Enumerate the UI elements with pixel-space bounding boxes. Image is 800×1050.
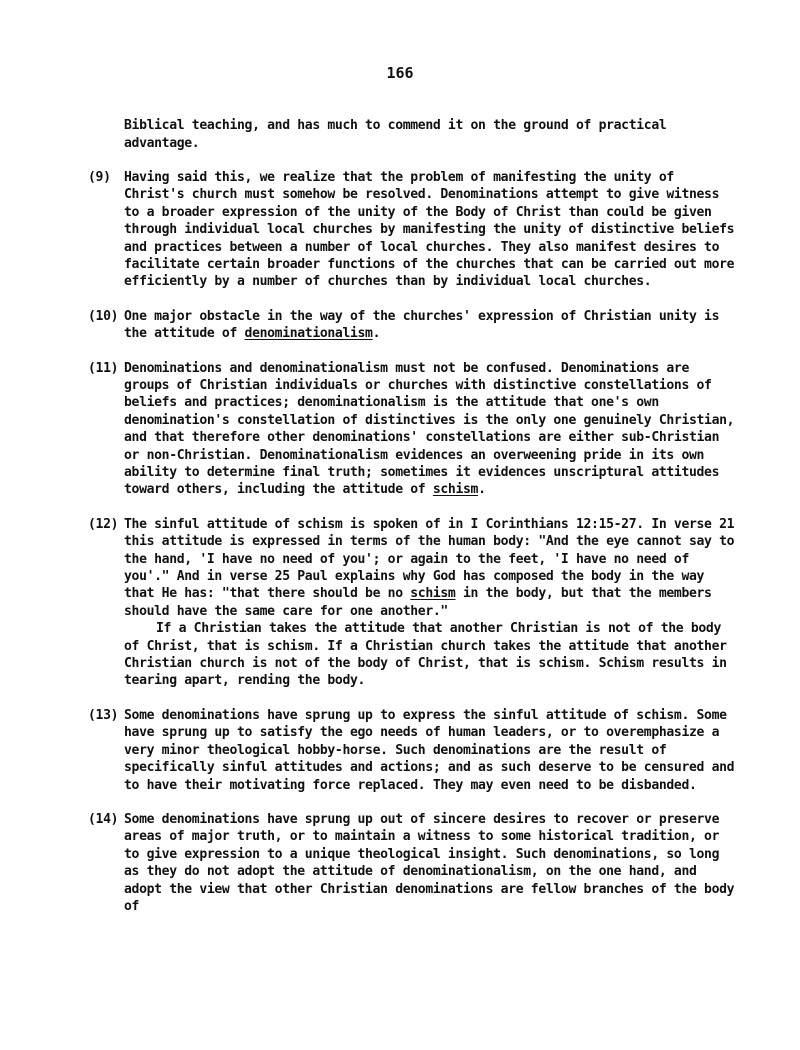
paragraph-text: Having said this, we realize that the problem of manifesting the unity of Christ's church must somehow be resolved. Denominations attempt to give witness to a broader expression of the unity of the Body of Christ than could be given through individual local churches by manifesting the unity of distinctive beliefs and practices between a number of local churches. They also manifest desires to facilitate certain broader functions of the churches that can be carried out more efficiently by a number of churches than by individual local churches. <box>124 169 735 290</box>
document-body <box>88 104 738 932</box>
underlined-term: denominationalism <box>244 326 373 342</box>
text-segment: Denominations and denominationalism must not be confused. Denominations are groups of Christian individuals or churches with distinctive constellations of beliefs and practices; denominationalism is the attitude that one's own denomination's constellation of distinctives is the only one genuinely Christian, and that therefore other denominations' constellations are either sub-Christian or non-Christian. Denominationalism evidences an overweening pride in its own ability to determine final truth; sometimes it evidences unscriptural attitudes toward others, including the attitude of <box>124 360 735 498</box>
text-segment: . <box>478 482 486 498</box>
intro-paragraph: Biblical teaching, and has much to commend it on the ground of practical advantage. <box>124 118 667 151</box>
text-segment: One major obstacle in the way of the churches' expression of Christian unity is the attitude of <box>124 308 720 342</box>
paragraph-number: (14) <box>88 811 119 827</box>
text-segment: . <box>372 326 381 342</box>
underlined-term: schism <box>410 586 456 602</box>
paragraph-number: (13) <box>88 707 119 723</box>
text-segment: The sinful attitude of schism is spoken of in I Corinthians 12:15-27. In verse 21 this attitude is expressed in terms of the human body: "And the eye cannot say to the hand, 'I have no need of you'; or again to the feet, 'I have no need of you'." And in verse 25 Paul explains why God has composed the body in the way that He has: "that there should be no <box>124 516 735 602</box>
paragraph-text <box>124 360 738 499</box>
paragraph-text: Some denominations have sprung up out of sincere desires to recover or preserve areas of major truth, or to maintain a witness to some historical tradition, or to give expression to a unique theological insight. Such denominations, so long as they do not adopt the attitude of denominationalism, on the one hand, and adopt the view that other Christian denominations are fellow branches of the body of <box>124 811 735 914</box>
paragraph-number: (11) <box>88 360 119 376</box>
underlined-term: schism <box>432 482 479 498</box>
paragraph-11 <box>88 360 738 499</box>
text-segment: in the body, but that the members should have the same care for one another." <box>124 586 712 619</box>
page-number: 166 <box>386 64 414 82</box>
paragraph-14 <box>88 811 738 915</box>
paragraph-number: (9) <box>88 169 111 185</box>
paragraph-continuation: If a Christian takes the attitude that another Christian is not of the body of Christ, that is schism. If a Christian church takes the attitude that another Christian church is not of the body of Christ, that is schism. Schism results in tearing apart, rending the body. <box>124 621 727 689</box>
paragraph-number: (10) <box>88 308 119 324</box>
paragraph-12 <box>88 516 738 690</box>
paragraph-9 <box>88 169 738 291</box>
paragraph-text: Some denominations have sprung up to express the sinful attitude of schism. Some have sprung up to satisfy the ego needs of human leaders, or to overemphasize a very minor theological hobby-horse. Such denominations are the result of specifically sinful attitudes and actions; and as such deserve to be censured and to have their motivating force replaced. They may even need to be disbanded. <box>124 707 735 793</box>
paragraph-text <box>124 516 738 620</box>
paragraph-text <box>124 308 738 343</box>
paragraph-number: (12) <box>88 516 119 532</box>
paragraph-10 <box>88 308 738 343</box>
paragraph-13 <box>88 707 738 794</box>
